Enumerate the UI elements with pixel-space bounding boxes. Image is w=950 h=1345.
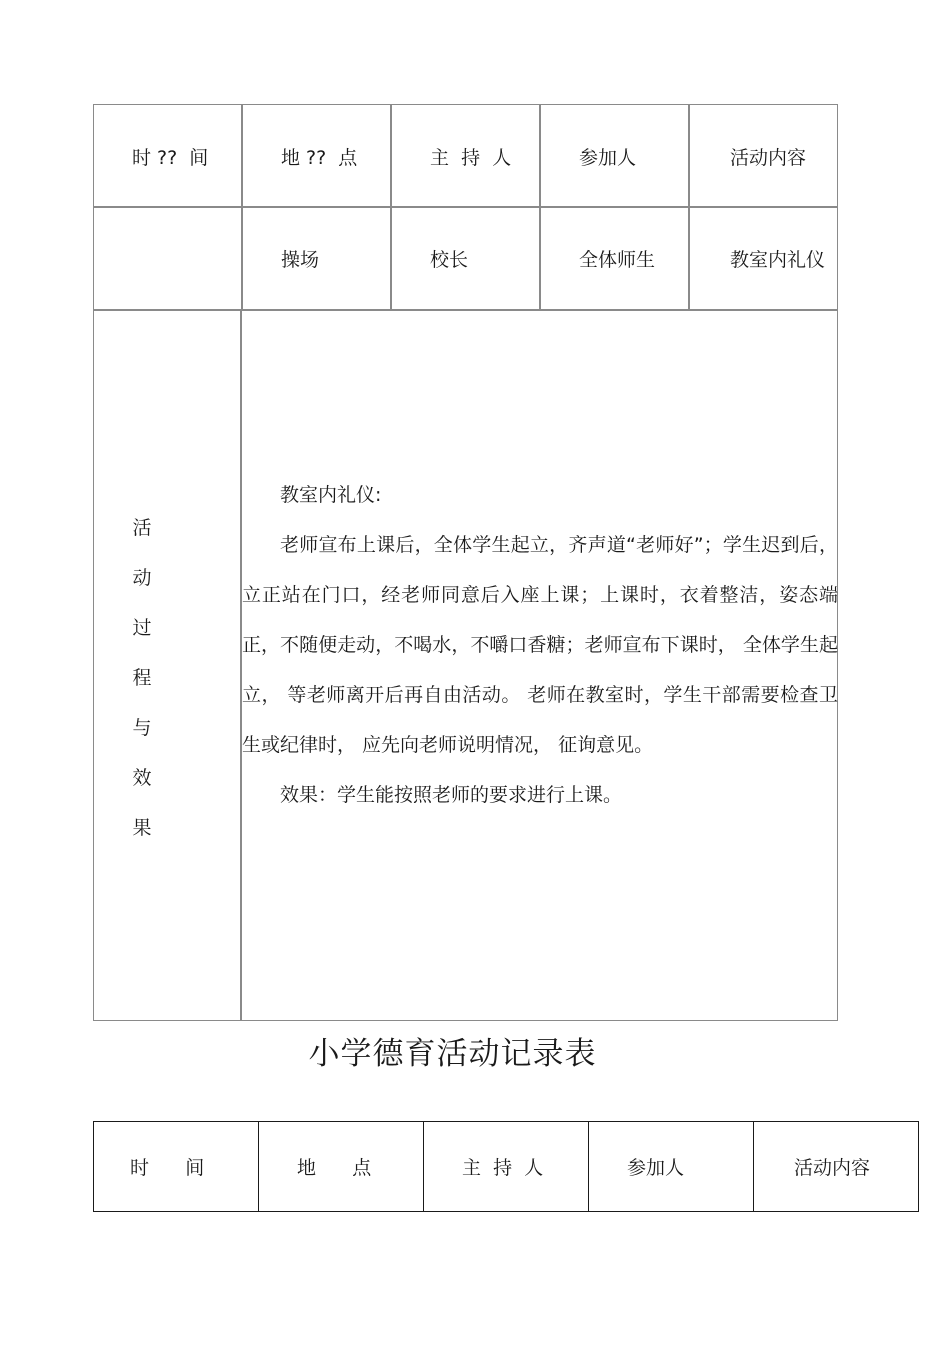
- table2-header-participants: [588, 1121, 754, 1212]
- process-body: 老师宣布上课后，全体学生起立，齐声道“老师好”；学生迟到后，立正站在门口，经老师同意后入座上课；上课时，衣着整洁，姿态端正，不随便走动，不喝水，不嚼口香糖；老师宣布下课时， 全体学生起立， 等老师离开后再自由活动。 老师在教室时，学生干部需要检查卫生或纪律时， 应先向老师说明情况， 征询意见。: [242, 534, 838, 756]
- header-cell-content: [689, 104, 838, 208]
- process-description: [242, 470, 838, 820]
- row-content-value: 教室内礼仪: [730, 248, 826, 271]
- header-cell-time: [93, 104, 242, 208]
- row-participants-value: 全体师生: [579, 248, 656, 271]
- table2-host-label: 主 持 人: [462, 1157, 544, 1179]
- header-time-label: 时 ?? 间: [132, 146, 209, 169]
- table2-header-host: [423, 1121, 589, 1212]
- process-heading: 教室内礼仪:: [280, 484, 382, 506]
- header-cell-place: [242, 104, 391, 208]
- row-host-value: 校长: [430, 248, 469, 271]
- header-host-label: 主 持 人: [430, 146, 512, 169]
- process-label: [130, 503, 154, 853]
- process-label-char: 过: [132, 617, 152, 639]
- row-place-value: 操场: [281, 248, 320, 271]
- process-label-char: 与: [132, 717, 152, 739]
- form-title: 小学德育活动记录表: [308, 1036, 597, 1072]
- table2-content-label: 活动内容: [794, 1157, 871, 1179]
- row-cell-host: [391, 206, 540, 310]
- process-label-char: 动: [132, 567, 152, 589]
- row-cell-time: [93, 206, 242, 310]
- table2-header-content: [753, 1121, 919, 1212]
- header-place-label: 地 ?? 点: [281, 146, 358, 169]
- row-cell-place: [242, 206, 391, 310]
- process-label-char: 果: [132, 817, 152, 839]
- process-label-cell: [93, 310, 242, 1021]
- table2-time-label: 时 间: [130, 1157, 205, 1179]
- row-cell-participants: [540, 206, 689, 310]
- header-cell-participants: [540, 104, 689, 208]
- header-cell-host: [391, 104, 540, 208]
- process-label-char: 活: [132, 517, 152, 539]
- row-cell-content: [689, 206, 838, 310]
- header-content-label: 活动内容: [730, 146, 807, 169]
- process-label-char: 效: [132, 767, 152, 789]
- table2-participants-label: 参加人: [627, 1157, 685, 1179]
- process-effect: 效果：学生能按照老师的要求进行上课。: [280, 784, 623, 806]
- table2-header-time: [93, 1121, 259, 1212]
- header-participants-label: 参加人: [579, 146, 637, 169]
- process-label-char: 程: [132, 667, 152, 689]
- table2-place-label: 地 点: [297, 1157, 372, 1179]
- table2-header-place: [258, 1121, 424, 1212]
